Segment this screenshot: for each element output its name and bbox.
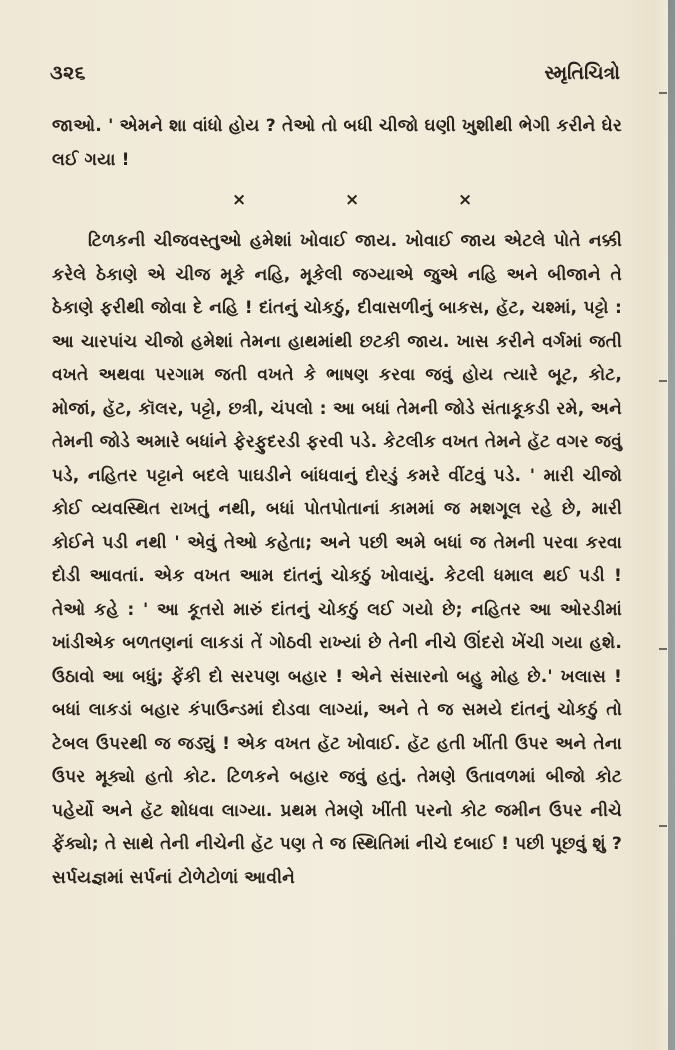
section-separator	[0, 190, 675, 216]
edge-mark	[659, 648, 667, 650]
page-edge	[668, 0, 675, 1050]
main-paragraph: ટિળકની ચીજવસ્તુઓ હમેશાં ખોવાઈ જાય. ખોવાઈ જાય એટલે પોતે નક્કી કરેલે ઠેકાણે એ ચીજ મૂકે નહિ, મૂકેલી જગ્યાએ જુએ નહિ અને બીજાને તે ઠેકાણે ફરીથી જોવા દે નહિ ! દાંતનું ચોકઠું, દીવાસળીનું બાકસ, હૅટ, ચશ્માં, પટ્ટો : આ ચારપાંચ ચીજો હમેશાં તેમના હાથમાંથી છટકી જાય. ખાસ કરીને વર્ગમાં જતી વખતે અથવા પરગામ જતી વખતે કે ભાષણ કરવા જવું હોય ત્યારે બૂટ, કોટ, મોજાં, હૅટ, કૉલર, પટ્ટો, છત્રી, ચંપલો : આ બધાં તેમની જોડે સંતાકૂકડી રમે, અને તેમની જોડે અમારે બધાંને ફેરફુદરડી ફરવી પડે. કેટલીક વખત તેમને હૅટ વગર જવું પડે, નહિતર પટ્ટાને બદલે પાઘડીને બાંધવાનું દોરડું કમરે વીંટવું પડે. ' મારી ચીજો કોઈ વ્યવસ્થિત રાખતું નથી, બધાં પોતપોતાનાં કામમાં જ મશગૂલ રહે છે, મારી કોઈને પડી નથી ' એવું તેઓ કહેતા; અને પછી અમે બધાં જ તેમની પરવા કરવા દોડી આવતાં. એક વખત આમ દાંતનું ચોકઠું ખોવાયું. કેટલી ધમાલ થઈ પડી ! તેઓ કહે : ' આ કૂતરો મારું દાંતનું ચોકઠું લઈ ગયો છે; નહિતર આ ઓરડીમાં ખાંડીએક બળતણનાં લાકડાં તેં ગોઠવી રાખ્યાં છે તેની નીચે ઊંદરો ખેંચી ગયા હશે. ઉઠાવો આ બધું; ફેંકી દો સરપણ બહાર ! એને સંસારનો બહુ મોહ છે.' ખલાસ ! બધાં લાકડાં બહાર કંપાઉન્ડમાં દોડવા લાગ્યાં, અને તે જ સમયે દાંતનું ચોકઠું તો ટેબલ ઉપરથી જ જડ્યું ! એક વખત હૅટ ખોવાઈ. હૅટ હતી ખીંતી ઉપર અને તેના ઉપર મૂક્યો હતો કોટ. ટિળકને બહાર જવું હતું. તેમણે ઉતાવળમાં બીજો કોટ પહેર્યો અને હૅટ શોધવા લાગ્યા. પ્રથમ તેમણે ખીંતી પરનો કોટ જમીન ઉપર નીચે ફેંક્યો; તે સાથે તેની નીચેની હૅટ પણ તે જ સ્થિતિમાં નીચે દબાઈ ! પછી પૂછવું શું ? સર્પયજ્ઞમાં સર્પનાં ટોળેટોળાં આવીને	[52, 231, 622, 888]
edge-mark	[659, 825, 667, 827]
opening-paragraph: જાઓ. ' એમને શા વાંધો હોય ? તેઓ તો બધી ચીજો ઘણી ખુશીથી ભેગી કરીને ઘેર લઈ ગયા !	[52, 116, 622, 170]
separator-mark: ×	[458, 190, 473, 210]
page-header	[50, 62, 620, 90]
page-number: ૩૨૬	[50, 62, 86, 84]
separator-mark: ×	[232, 190, 247, 210]
edge-mark	[659, 380, 667, 382]
edge-mark	[659, 92, 667, 94]
separator-mark: ×	[345, 190, 360, 210]
running-head: સ્મૃતિચિત્રો	[544, 62, 620, 84]
